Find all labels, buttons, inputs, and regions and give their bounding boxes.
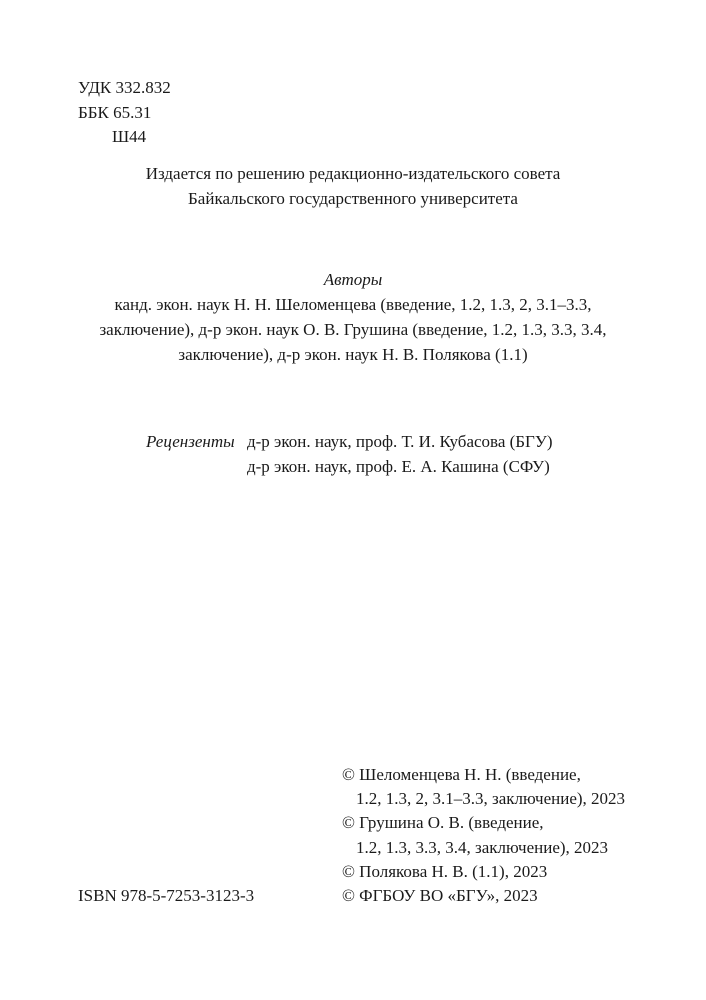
reviewer-line: д-р экон. наук, проф. Е. А. Кашина (СФУ) (247, 457, 550, 476)
reviewer-line: д-р экон. наук, проф. Т. И. Кубасова (БГУ) (247, 432, 553, 451)
author-sign: Ш44 (112, 127, 147, 146)
publication-note-line: Издается по решению редакционно-издательского совета (145, 164, 561, 183)
authors-line: заключение), д-р экон. наук О. В. Грушина (введение, 1.2, 1.3, 3.3, 3.4, (99, 320, 607, 339)
copyright-line: © Шеломенцева Н. Н. (введение, (342, 765, 581, 784)
publication-note-line: Байкальского государственного университета (188, 189, 518, 208)
copyright-line: © Грушина О. В. (введение, (342, 813, 544, 832)
copyright-line: 1.2, 1.3, 2, 3.1–3.3, заключение), 2023 (356, 789, 626, 808)
reviewers-heading: Рецензенты (146, 432, 235, 451)
copyright-line: © ФГБОУ ВО «БГУ», 2023 (342, 886, 538, 905)
authors-heading: Авторы (323, 270, 383, 289)
udk-index: УДК 332.832 (78, 78, 171, 97)
authors-line: заключение), д-р экон. наук Н. В. Полякова (1.1) (178, 345, 528, 364)
authors-line: канд. экон. наук Н. Н. Шеломенцева (введение, 1.2, 1.3, 2, 3.1–3.3, (114, 295, 592, 314)
bbk-index: ББК 65.31 (78, 103, 152, 122)
copyright-line: 1.2, 1.3, 3.3, 3.4, заключение), 2023 (356, 838, 609, 857)
copyright-line: © Полякова Н. В. (1.1), 2023 (342, 862, 548, 881)
isbn: ISBN 978-5-7253-3123-3 (78, 886, 255, 905)
